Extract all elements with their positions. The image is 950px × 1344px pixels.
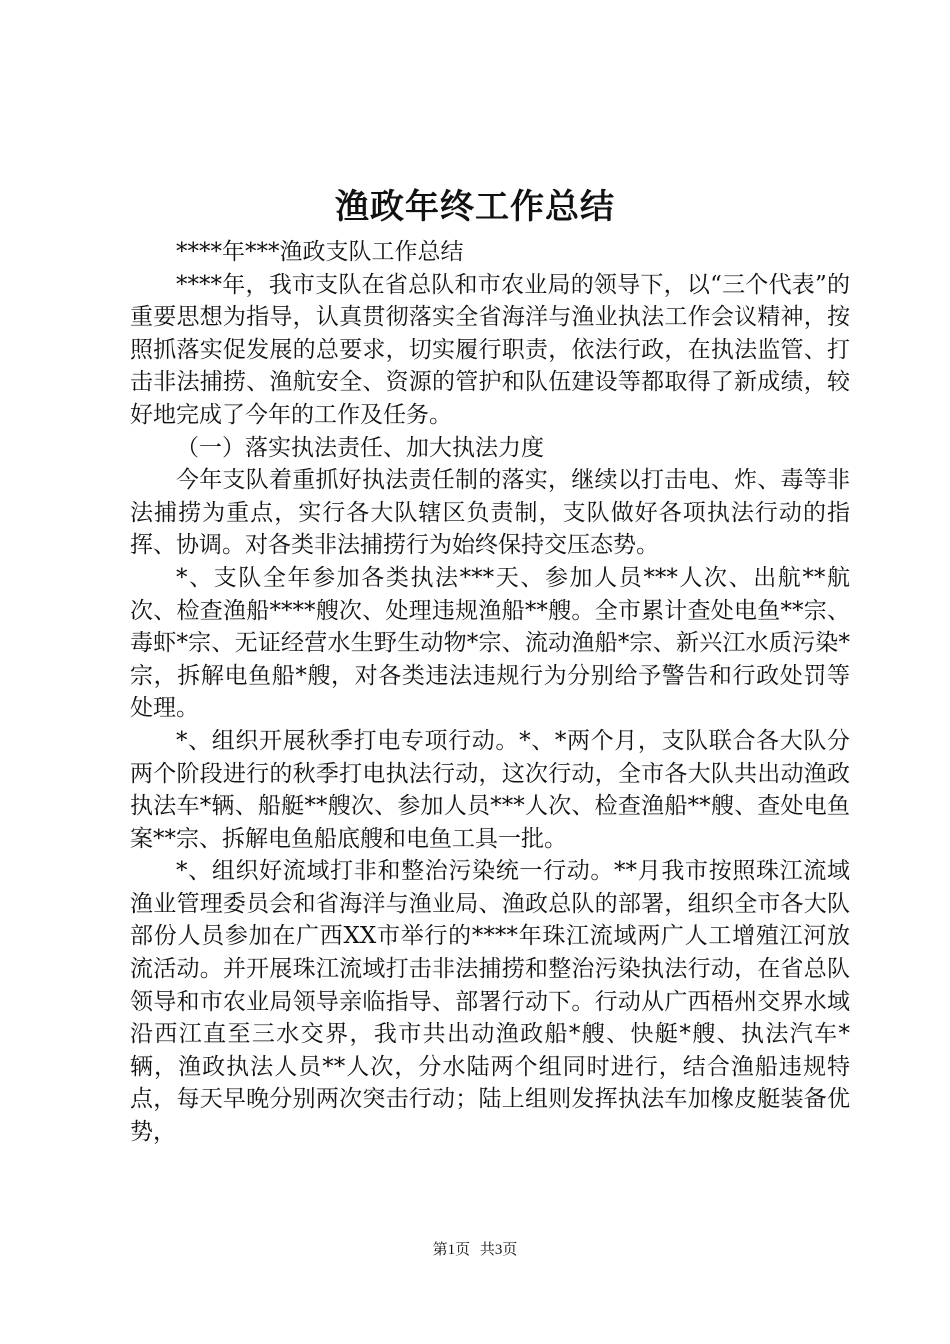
page-footer	[0, 1240, 950, 1260]
document-title: 渔政年终工作总结	[335, 187, 615, 227]
section-heading: （一）落实执法责任、加大执法力度	[176, 434, 544, 461]
paragraph-subtitle: ****年***渔政支队工作总结	[176, 239, 464, 265]
paragraph-enforcement: 今年支队着重抓好执法责任制的落实，继续以打击电、炸、毒等非法捕捞为重点，实行各大队辖区负责制，支队做好各项执法行动的指挥、协调。对各类非法捕捞行为始终保持交压态势。	[130, 467, 850, 559]
paragraph-item-3: *、组织好流域打非和整治污染统一行动。**月我市按照珠江流域渔业管理委员会和省海洋与渔业局、渔政总队的部署，组织全市各大队部份人员参加在广西XX市举行的****年珠江流域两广人工增殖江河放流活动。并开展珠江流域打击非法捕捞和整治污染执法行动，在省总队领导和市农业局领导亲临指导、部署行动下。行动从广西梧州交界水域沿西江直至三水交界，我市共出动渔政船*艘、快艇*艘、执法汽车*辆，渔政执法人员**人次，分水陆两个组同时进行，结合渔船违规特点，每天早晚分别两次突击行动；陆上组则发挥执法车加橡皮艇装备优势，	[130, 858, 850, 1146]
page-number: 第1页	[432, 1242, 471, 1258]
paragraph-item-1: *、支队全年参加各类执法***天、参加人员***人次、出航**航次、检查渔船****艘次、处理违规渔船**艘。全市累计查处电鱼**宗、毒虾*宗、无证经营水生野生动物*宗、流动渔船*宗、新兴江水质污染*宗，拆解电鱼船*艘，对各类违法违规行为分别给予警告和行政处罚等处理。	[130, 564, 851, 722]
paragraph-intro: ****年，我市支队在省总队和市农业局的领导下，以“三个代表”的重要思想为指导，认真贯彻落实全省海洋与渔业执法工作会议精神，按照抓落实促发展的总要求，切实履行职责，依法行政，在执法监管、打击非法捕捞、渔航安全、资源的管护和队伍建设等都取得了新成绩，较好地完成了今年的工作及任务。	[130, 271, 850, 428]
paragraph-item-2: *、组织开展秋季打电专项行动。*、*两个月，支队联合各大队分两个阶段进行的秋季打电执法行动，这次行动，全市各大队共出动渔政执法车*辆、船艇**艘次、参加人员***人次、检查渔船**艘、查处电鱼案**宗、拆解电鱼船底艘和电鱼工具一批。	[130, 727, 850, 852]
page-total: 共3页	[479, 1242, 518, 1258]
document-body	[130, 236, 850, 1149]
